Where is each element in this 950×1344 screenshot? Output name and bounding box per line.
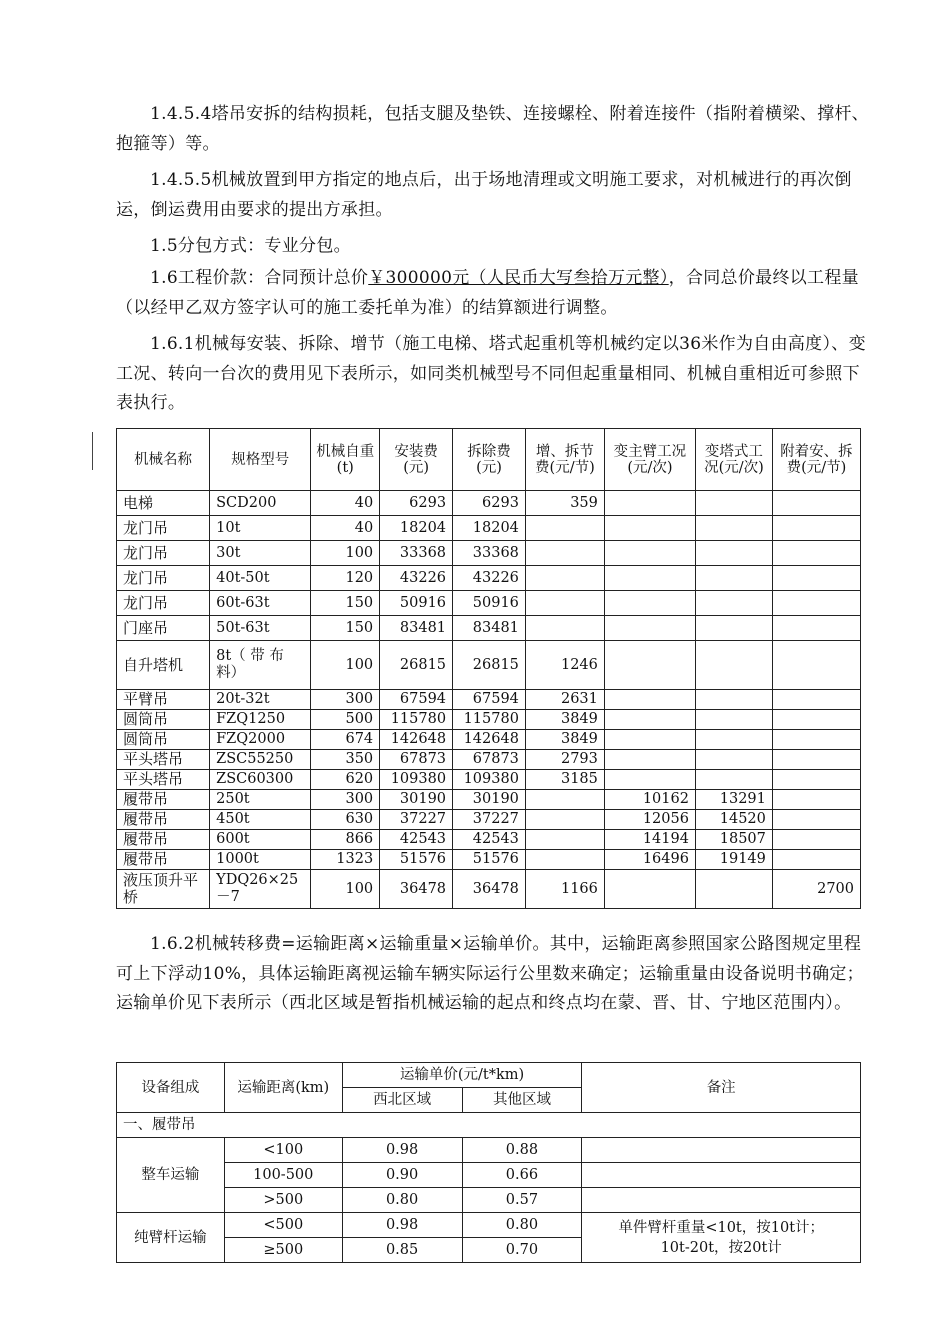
main-boom-fee — [604, 591, 695, 616]
install-fee: 43226 — [380, 566, 453, 591]
section-fee: 359 — [525, 491, 604, 516]
distance-cell: <500 — [224, 1213, 342, 1238]
other-price: 0.70 — [462, 1238, 582, 1263]
removal-fee: 26815 — [453, 641, 526, 690]
paragraph-1-5: 1.5分包方式：专业分包。 — [150, 236, 351, 256]
attachment-fee — [772, 830, 860, 850]
paragraph-1-6-2: 1.6.2机械转移费=运输距离×运输重量×运输单价。其中，运输距离参照国家公路图规定里程可上下浮动10%，具体运输距离视运输车辆实际运行公里数来确定；运输重量由设备说明书确定；运输单价见下表所示（西北区域是暂指机械运输的起点和终点均在蒙、晋、甘、宁地区范围内）。 — [116, 934, 864, 1013]
model: 10t — [210, 516, 311, 541]
removal-fee: 18204 — [453, 516, 526, 541]
table-row — [117, 790, 861, 810]
table-row — [117, 830, 861, 850]
model: SCD200 — [210, 491, 311, 516]
attachment-fee — [772, 770, 860, 790]
header-main-boom-fee: 变主臂工况(元/次) — [604, 429, 695, 491]
main-boom-fee — [604, 491, 695, 516]
distance-cell: 100-500 — [224, 1163, 342, 1188]
attachment-fee — [772, 516, 860, 541]
machine-name: 龙门吊 — [117, 516, 210, 541]
removal-fee: 30190 — [453, 790, 526, 810]
install-fee: 26815 — [380, 641, 453, 690]
transport-price-table — [116, 1062, 861, 1263]
install-fee: 83481 — [380, 616, 453, 641]
main-boom-fee — [604, 770, 695, 790]
machine-name: 圆筒吊 — [117, 710, 210, 730]
main-boom-fee — [604, 541, 695, 566]
install-fee: 42543 — [380, 830, 453, 850]
removal-fee: 51576 — [453, 850, 526, 870]
install-fee: 36478 — [380, 870, 453, 909]
distance-cell: >500 — [224, 1188, 342, 1213]
machine-weight: 1323 — [311, 850, 380, 870]
table-row — [117, 516, 861, 541]
removal-fee: 6293 — [453, 491, 526, 516]
machine-weight: 100 — [311, 541, 380, 566]
header-northwest: 西北区域 — [342, 1088, 462, 1113]
table-row — [117, 616, 861, 641]
header-other-region: 其他区域 — [462, 1088, 582, 1113]
header-weight: 机械自重(t) — [311, 429, 380, 491]
main-boom-fee — [604, 516, 695, 541]
northwest-price: 0.90 — [342, 1163, 462, 1188]
table-row — [117, 1163, 861, 1188]
main-boom-fee — [604, 690, 695, 710]
attachment-fee — [772, 491, 860, 516]
header-model: 规格型号 — [210, 429, 311, 491]
tower-mode-fee — [695, 541, 772, 566]
machine-weight: 100 — [311, 870, 380, 909]
tower-mode-fee — [695, 690, 772, 710]
removal-fee: 67873 — [453, 750, 526, 770]
removal-fee: 83481 — [453, 616, 526, 641]
distance-cell: ≥500 — [224, 1238, 342, 1263]
installation-fee-table — [116, 428, 861, 909]
contract-amount: ￥300000元（人民币大写叁拾万元整） — [368, 268, 669, 288]
remark-line: 单件臂杆重量<10t，按10t计； — [618, 1219, 825, 1236]
price-label: 1.6工程价款：合同预计总价 — [150, 268, 369, 288]
main-boom-fee — [604, 616, 695, 641]
table-row — [117, 810, 861, 830]
tower-mode-fee — [695, 730, 772, 750]
distance-cell: <100 — [224, 1138, 342, 1163]
price-note: ，合同总价最终以工程量（以经甲乙双方签字认可的施工委托单为准）的结算额进行调整。 — [116, 268, 859, 318]
section-fee: 3849 — [525, 730, 604, 750]
model: ZSC55250 — [210, 750, 311, 770]
attachment-fee — [772, 810, 860, 830]
machine-name: 平臂吊 — [117, 690, 210, 710]
tower-mode-fee: 19149 — [695, 850, 772, 870]
install-fee: 51576 — [380, 850, 453, 870]
other-price: 0.57 — [462, 1188, 582, 1213]
attachment-fee: 2700 — [772, 870, 860, 909]
removal-fee: 33368 — [453, 541, 526, 566]
machine-weight: 150 — [311, 616, 380, 641]
group-label: 纯臂杆运输 — [117, 1213, 225, 1263]
header-equipment: 设备组成 — [117, 1063, 225, 1113]
machine-weight: 120 — [311, 566, 380, 591]
section-fee — [525, 810, 604, 830]
main-boom-fee — [604, 870, 695, 909]
removal-fee: 50916 — [453, 591, 526, 616]
tower-mode-fee — [695, 516, 772, 541]
table-row — [117, 870, 861, 909]
install-fee: 142648 — [380, 730, 453, 750]
header-tower-mode-fee: 变塔式工况(元/次) — [695, 429, 772, 491]
section-fee: 1246 — [525, 641, 604, 690]
other-price: 0.88 — [462, 1138, 582, 1163]
attachment-fee — [772, 541, 860, 566]
header-machine-name: 机械名称 — [117, 429, 210, 491]
tower-mode-fee: 14520 — [695, 810, 772, 830]
machine-weight: 40 — [311, 491, 380, 516]
section-fee: 3849 — [525, 710, 604, 730]
model: 8t（ 带 布料） — [210, 641, 311, 690]
remark-cell — [582, 1163, 861, 1188]
main-boom-fee: 10162 — [604, 790, 695, 810]
model: 50t-63t — [210, 616, 311, 641]
model: FZQ2000 — [210, 730, 311, 750]
tower-mode-fee — [695, 750, 772, 770]
table-row — [117, 730, 861, 750]
main-boom-fee — [604, 750, 695, 770]
table-row — [117, 566, 861, 591]
attachment-fee — [772, 790, 860, 810]
machine-weight: 40 — [311, 516, 380, 541]
machine-name: 履带吊 — [117, 850, 210, 870]
removal-fee: 42543 — [453, 830, 526, 850]
header-install-fee: 安装费(元) — [380, 429, 453, 491]
machine-weight: 866 — [311, 830, 380, 850]
install-fee: 33368 — [380, 541, 453, 566]
machine-weight: 500 — [311, 710, 380, 730]
northwest-price: 0.80 — [342, 1188, 462, 1213]
main-boom-fee — [604, 710, 695, 730]
section-fee: 2793 — [525, 750, 604, 770]
machine-weight: 630 — [311, 810, 380, 830]
attachment-fee — [772, 850, 860, 870]
header-unit-price: 运输单价(元/t*km) — [342, 1063, 582, 1088]
header-distance: 运输距离(km) — [224, 1063, 342, 1113]
install-fee: 109380 — [380, 770, 453, 790]
section-row — [117, 1113, 861, 1138]
section-fee — [525, 541, 604, 566]
model: FZQ1250 — [210, 710, 311, 730]
paragraph-1-4-5-4: 1.4.5.4塔吊安拆的结构损耗，包括支腿及垫铁、连接螺栓、附着连接件（指附着横梁、撑杆、抱箍等）等。 — [116, 104, 869, 154]
removal-fee: 142648 — [453, 730, 526, 750]
paragraph-1-6 — [116, 264, 876, 323]
other-price: 0.80 — [462, 1213, 582, 1238]
machine-weight: 300 — [311, 790, 380, 810]
remark-cell — [582, 1213, 861, 1263]
attachment-fee — [772, 730, 860, 750]
machine-name: 电梯 — [117, 491, 210, 516]
tower-mode-fee: 18507 — [695, 830, 772, 850]
machine-name: 门座吊 — [117, 616, 210, 641]
table-row — [117, 710, 861, 730]
machine-weight: 100 — [311, 641, 380, 690]
attachment-fee — [772, 690, 860, 710]
section-fee — [525, 516, 604, 541]
main-boom-fee — [604, 566, 695, 591]
install-fee: 67594 — [380, 690, 453, 710]
machine-weight: 620 — [311, 770, 380, 790]
section-fee — [525, 591, 604, 616]
install-fee: 6293 — [380, 491, 453, 516]
install-fee: 115780 — [380, 710, 453, 730]
model: 20t-32t — [210, 690, 311, 710]
table-row — [117, 641, 861, 690]
machine-name: 圆筒吊 — [117, 730, 210, 750]
remark-cell — [582, 1138, 861, 1163]
header-removal-fee: 拆除费(元) — [453, 429, 526, 491]
model: 250t — [210, 790, 311, 810]
main-boom-fee: 16496 — [604, 850, 695, 870]
model: 450t — [210, 810, 311, 830]
margin-mark — [92, 432, 93, 470]
northwest-price: 0.98 — [342, 1213, 462, 1238]
attachment-fee — [772, 710, 860, 730]
main-boom-fee: 14194 — [604, 830, 695, 850]
removal-fee: 36478 — [453, 870, 526, 909]
section-fee: 2631 — [525, 690, 604, 710]
machine-name: 履带吊 — [117, 790, 210, 810]
tower-mode-fee — [695, 641, 772, 690]
machine-name: 平头塔吊 — [117, 750, 210, 770]
header-section-fee: 增、拆节费(元/节) — [525, 429, 604, 491]
machine-name: 龙门吊 — [117, 541, 210, 566]
table-row — [117, 850, 861, 870]
attachment-fee — [772, 591, 860, 616]
model: 600t — [210, 830, 311, 850]
group-label: 整车运输 — [117, 1138, 225, 1213]
table-row — [117, 690, 861, 710]
table-row — [117, 541, 861, 566]
model: 30t — [210, 541, 311, 566]
machine-name: 履带吊 — [117, 830, 210, 850]
machine-name: 龙门吊 — [117, 566, 210, 591]
tower-mode-fee: 13291 — [695, 790, 772, 810]
section-crawler-crane: 一、履带吊 — [117, 1113, 861, 1138]
table-row — [117, 750, 861, 770]
section-fee: 1166 — [525, 870, 604, 909]
machine-name: 自升塔机 — [117, 641, 210, 690]
main-boom-fee — [604, 641, 695, 690]
removal-fee: 67594 — [453, 690, 526, 710]
remark-line: 10t-20t，按20t计 — [660, 1239, 782, 1256]
attachment-fee — [772, 566, 860, 591]
main-boom-fee: 12056 — [604, 810, 695, 830]
table-row — [117, 491, 861, 516]
remark-cell — [582, 1188, 861, 1213]
table-row — [117, 1138, 861, 1163]
model: YDQ26×25－7 — [210, 870, 311, 909]
header-attachment-fee: 附着安、拆费(元/节) — [772, 429, 860, 491]
table-row — [117, 591, 861, 616]
machine-name: 平头塔吊 — [117, 770, 210, 790]
removal-fee: 43226 — [453, 566, 526, 591]
tower-mode-fee — [695, 770, 772, 790]
machine-weight: 674 — [311, 730, 380, 750]
machine-weight: 150 — [311, 591, 380, 616]
tower-mode-fee — [695, 710, 772, 730]
section-fee — [525, 566, 604, 591]
tower-mode-fee — [695, 870, 772, 909]
section-fee — [525, 616, 604, 641]
removal-fee: 109380 — [453, 770, 526, 790]
tower-mode-fee — [695, 591, 772, 616]
other-price: 0.66 — [462, 1163, 582, 1188]
tower-mode-fee — [695, 566, 772, 591]
tower-mode-fee — [695, 491, 772, 516]
paragraph-1-6-1: 1.6.1机械每安装、拆除、增节（施工电梯、塔式起重机等机械约定以36米作为自由高度）、变工况、转向一台次的费用见下表所示，如同类机械型号不同但起重量相同、机械自重相近可参照下表执行。 — [116, 334, 866, 413]
model: 40t-50t — [210, 566, 311, 591]
attachment-fee — [772, 616, 860, 641]
section-fee — [525, 850, 604, 870]
install-fee: 50916 — [380, 591, 453, 616]
table-row — [117, 1188, 861, 1213]
table-row — [117, 1213, 861, 1238]
section-fee — [525, 830, 604, 850]
northwest-price: 0.85 — [342, 1238, 462, 1263]
attachment-fee — [772, 750, 860, 770]
table-row — [117, 770, 861, 790]
model: 60t-63t — [210, 591, 311, 616]
attachment-fee — [772, 641, 860, 690]
model: ZSC60300 — [210, 770, 311, 790]
northwest-price: 0.98 — [342, 1138, 462, 1163]
install-fee: 67873 — [380, 750, 453, 770]
machine-weight: 300 — [311, 690, 380, 710]
section-fee: 3185 — [525, 770, 604, 790]
section-fee — [525, 790, 604, 810]
machine-name: 龙门吊 — [117, 591, 210, 616]
machine-name: 液压顶升平桥 — [117, 870, 210, 909]
main-boom-fee — [604, 730, 695, 750]
install-fee: 37227 — [380, 810, 453, 830]
machine-weight: 350 — [311, 750, 380, 770]
machine-name: 履带吊 — [117, 810, 210, 830]
table-header-row — [117, 1063, 861, 1088]
install-fee: 18204 — [380, 516, 453, 541]
removal-fee: 115780 — [453, 710, 526, 730]
install-fee: 30190 — [380, 790, 453, 810]
paragraph-1-4-5-5: 1.4.5.5机械放置到甲方指定的地点后，出于场地清理或文明施工要求，对机械进行的再次倒运，倒运费用由要求的提出方承担。 — [116, 170, 852, 220]
model: 1000t — [210, 850, 311, 870]
tower-mode-fee — [695, 616, 772, 641]
header-remark: 备注 — [582, 1063, 861, 1113]
table-header-row — [117, 429, 861, 491]
removal-fee: 37227 — [453, 810, 526, 830]
